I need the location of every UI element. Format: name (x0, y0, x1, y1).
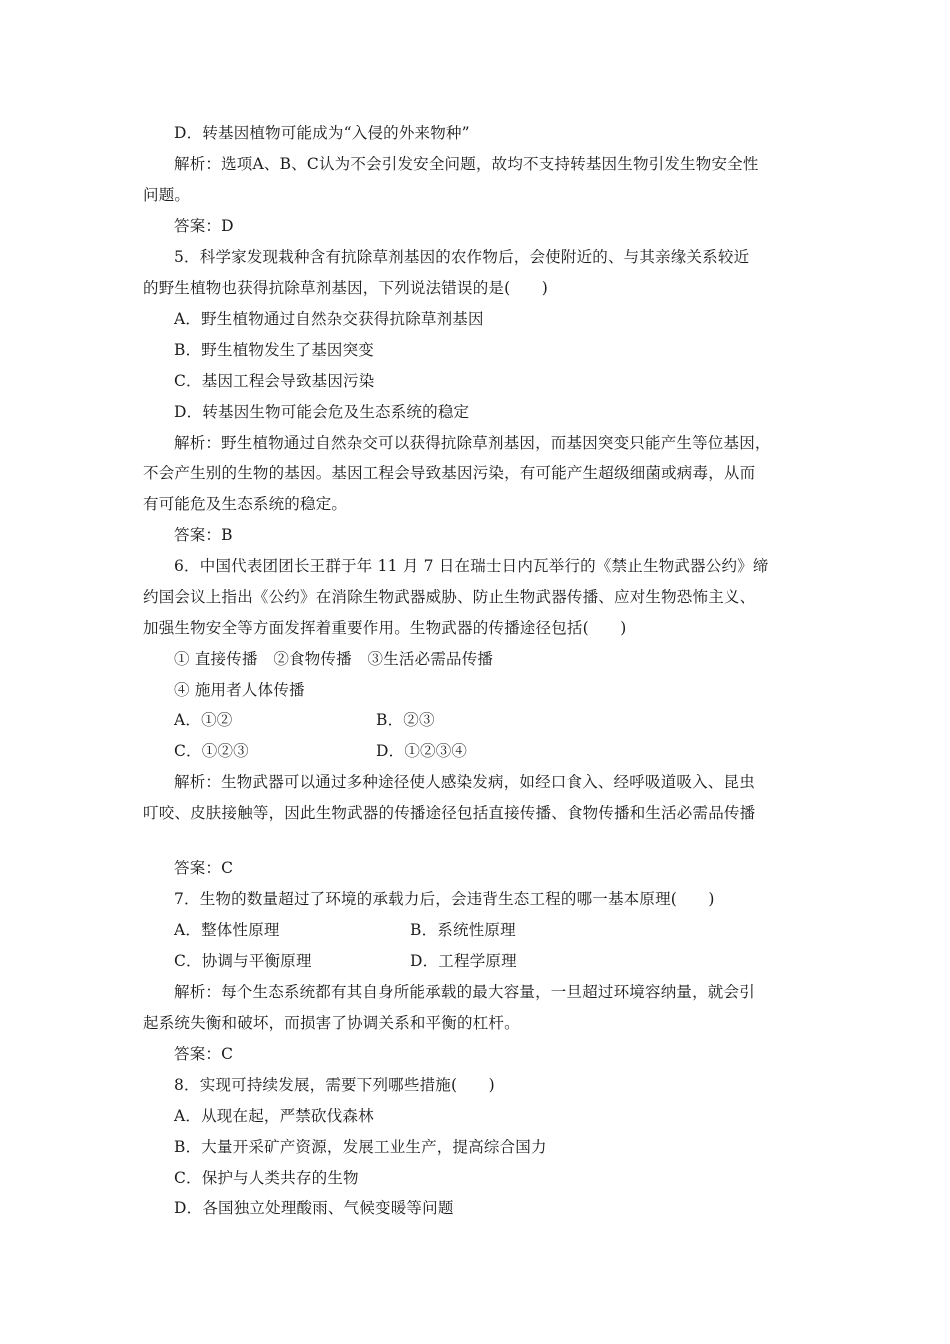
q8-option-b: B．大量开采矿产资源，发展工业生产，提高综合国力 (174, 1138, 547, 1156)
q7-option-b: B．系统性原理 (410, 921, 516, 939)
q6-items-line-1: ① 直接传播 ②食物传播 ③生活必需品传播 (174, 650, 494, 668)
q5-analysis-line-2: 不会产生别的生物的基因。基因工程会导致基因污染，有可能产生超级细菌或病毒，从而 (143, 464, 756, 482)
q6-items-line-2: ④ 施用者人体传播 (174, 681, 305, 699)
q5-answer: 答案：B (174, 526, 233, 544)
q5-stem-line-2: 的野生植物也获得抗除草剂基因，下列说法错误的是( ) (143, 279, 548, 297)
q5-option-b: B．野生植物发生了基因突变 (174, 341, 374, 359)
q6-analysis-line-2: 叮咬、皮肤接触等，因此生物武器的传播途径包括直接传播、食物传播和生活必需品传播 (143, 804, 756, 822)
q4-analysis-line-2: 问题。 (143, 186, 191, 204)
q8-stem: 8．实现可持续发展，需要下列哪些措施( ) (174, 1076, 495, 1094)
q4-analysis-line-1: 解析：选项A、B、C认为不会引发安全问题，故均不支持转基因生物引发生物安全性 (174, 155, 759, 173)
q6-stem-line-2: 约国会议上指出《公约》在消除生物武器威胁、防止生物武器传播、应对生物恐怖主义、 (143, 588, 756, 606)
q7-stem: 7．生物的数量超过了环境的承载力后，会违背生态工程的哪一基本原理( ) (174, 890, 715, 908)
q6-option-c: C．①②③ (174, 742, 249, 760)
q5-option-c: C．基因工程会导致基因污染 (174, 372, 375, 390)
q6-answer: 答案：C (174, 859, 234, 877)
q5-analysis-line-3: 有可能危及生态系统的稳定。 (143, 495, 348, 513)
q4-option-d: D．转基因植物可能成为“入侵的外来物种” (174, 124, 470, 142)
q6-option-b: B．②③ (376, 711, 435, 729)
q8-option-d: D．各国独立处理酸雨、气候变暖等问题 (174, 1199, 454, 1217)
q8-option-a: A．从现在起，严禁砍伐森林 (174, 1107, 374, 1125)
q8-option-c: C．保护与人类共存的生物 (174, 1169, 359, 1187)
q6-option-d: D．①②③④ (376, 742, 468, 760)
q7-analysis-line-1: 解析：每个生态系统都有其自身所能承载的最大容量，一旦超过环境容纳量，就会引 (174, 983, 755, 1001)
q6-stem-line-1: 6．中国代表团团长王群于年 11 月 7 日在瑞士日内瓦举行的《禁止生物武器公约》缔 (174, 557, 769, 575)
q5-analysis-line-1: 解析：野生植物通过自然杂交可以获得抗除草剂基因，而基因突变只能产生等位基因， (174, 434, 771, 452)
q7-option-a: A．整体性原理 (174, 921, 280, 939)
q7-option-c: C．协调与平衡原理 (174, 952, 312, 970)
q6-option-a: A．①② (174, 711, 233, 729)
q7-option-d: D．工程学原理 (410, 952, 517, 970)
q5-option-a: A．野生植物通过自然杂交获得抗除草剂基因 (174, 310, 484, 328)
q6-stem-line-3: 加强生物安全等方面发挥着重要作用。生物武器的传播途径包括( ) (143, 619, 627, 637)
q5-stem-line-1: 5．科学家发现栽种含有抗除草剂基因的农作物后，会使附近的、与其亲缘关系较近 (174, 248, 750, 266)
q5-option-d: D．转基因生物可能会危及生态系统的稳定 (174, 403, 470, 421)
q7-analysis-line-2: 起系统失衡和破坏，而损害了协调关系和平衡的杠杆。 (143, 1014, 520, 1032)
q7-answer: 答案：C (174, 1045, 234, 1063)
q6-analysis-line-1: 解析：生物武器可以通过多种途径使人感染发病，如经口食入、经呼吸道吸入、昆虫 (174, 773, 755, 791)
q4-answer: 答案：D (174, 217, 234, 235)
